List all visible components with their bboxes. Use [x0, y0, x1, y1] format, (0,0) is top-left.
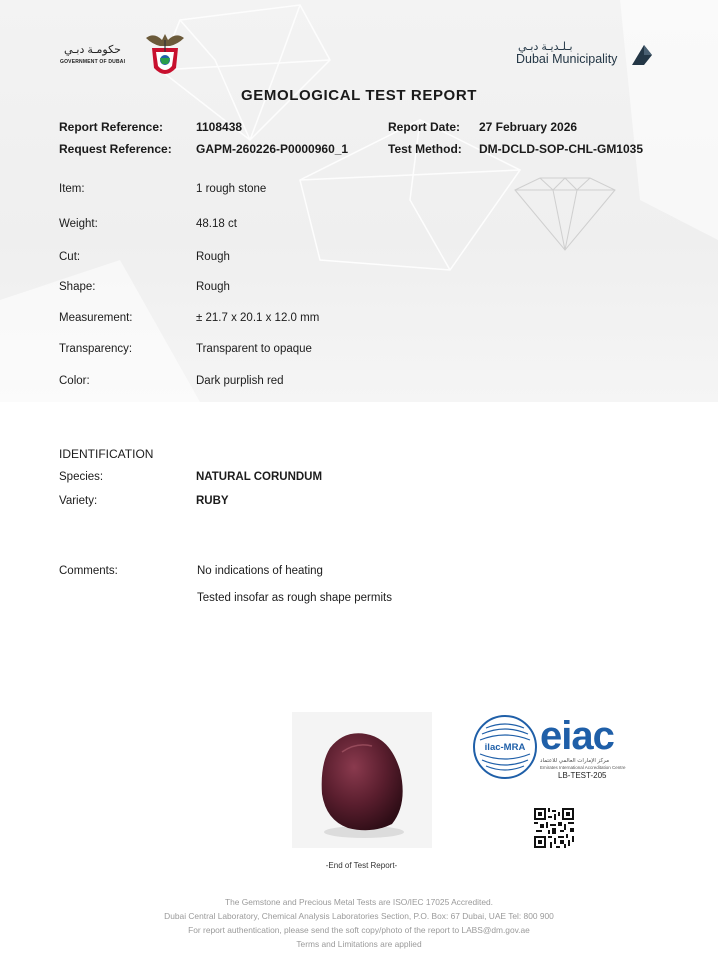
footer-accreditation-line: The Gemstone and Precious Metal Tests are ISO/IEC 17025 Accredited. [225, 897, 493, 907]
footer-terms-line: Terms and Limitations are applied [296, 939, 422, 949]
qr-code-icon [534, 808, 574, 848]
transparency-label: Transparency: [59, 343, 133, 355]
comments-label: Comments: [59, 565, 118, 577]
eiac-arabic-name: مركز الإمارات العالمي للاعتماد [540, 758, 610, 764]
transparency-value: Transparent to opaque [196, 343, 312, 355]
variety-value: RUBY [196, 495, 229, 507]
government-of-dubai-logo [60, 30, 190, 80]
ruby-stone-icon [292, 712, 432, 848]
report-reference-label: Report Reference: [59, 120, 164, 134]
test-method-value: DM-DCLD-SOP-CHL-GM1035 [479, 142, 644, 156]
shape-label: Shape: [59, 281, 96, 293]
dubai-municipality-arabic: بـلـديـة دبـي [518, 41, 573, 53]
cut-label: Cut: [59, 251, 81, 263]
government-of-dubai-label: GOVERNMENT OF DUBAI [60, 59, 126, 65]
variety-label: Variety: [59, 495, 98, 507]
ilac-mra-logo-icon [472, 714, 538, 780]
report-reference-value: 1108438 [196, 120, 243, 134]
footer-address-line: Dubai Central Laboratory, Chemical Analysis Laboratories Section, P.O. Box: 67 Dubai, UAE Tel: 800 900 [164, 911, 554, 921]
item-value: 1 rough stone [196, 183, 267, 195]
eiac-english-name: Emirates International Accreditation Centre [540, 765, 626, 770]
eiac-wordmark: eiac [540, 714, 614, 758]
accreditation-logos [472, 714, 652, 784]
dubai-municipality-logo [510, 40, 660, 70]
color-label: Color: [59, 375, 90, 387]
report-title: GEMOLOGICAL TEST REPORT [240, 87, 478, 104]
dubai-emblem-icon [140, 30, 190, 82]
weight-label: Weight: [59, 218, 98, 230]
weight-value: 48.18 ct [196, 218, 237, 230]
dubai-municipality-mark-icon [630, 43, 654, 67]
ilac-mra-text: ilac-MRA [484, 742, 526, 753]
test-method-label: Test Method: [388, 142, 462, 156]
cut-value: Rough [196, 251, 230, 263]
comment-line: Tested insofar as rough shape permits [197, 592, 392, 604]
lab-test-code: LB-TEST-205 [558, 771, 607, 780]
item-label: Item: [59, 183, 85, 195]
measurement-label: Measurement: [59, 312, 133, 324]
report-date-value: 27 February 2026 [479, 120, 578, 134]
stone-photo [292, 712, 432, 848]
footer-authentication-line: For report authentication, please send the soft copy/photo of the report to LABS@dm.gov.ae [188, 925, 530, 935]
request-reference-value: GAPM-260226-P0000960_1 [196, 142, 349, 156]
government-of-dubai-arabic: حكومـة دبـي [64, 44, 121, 56]
measurement-value: ± 21.7 x 20.1 x 12.0 mm [196, 312, 320, 324]
report-date-label: Report Date: [388, 120, 461, 134]
species-label: Species: [59, 471, 104, 483]
species-value: NATURAL CORUNDUM [196, 471, 323, 483]
comment-line: No indications of heating [197, 565, 323, 577]
shape-value: Rough [196, 281, 230, 293]
request-reference-label: Request Reference: [59, 142, 172, 156]
dubai-municipality-label: Dubai Municipality [516, 52, 618, 66]
identification-heading: IDENTIFICATION [59, 447, 154, 461]
end-of-report-note: -End of Test Report- [325, 861, 398, 870]
color-value: Dark purplish red [196, 375, 284, 387]
